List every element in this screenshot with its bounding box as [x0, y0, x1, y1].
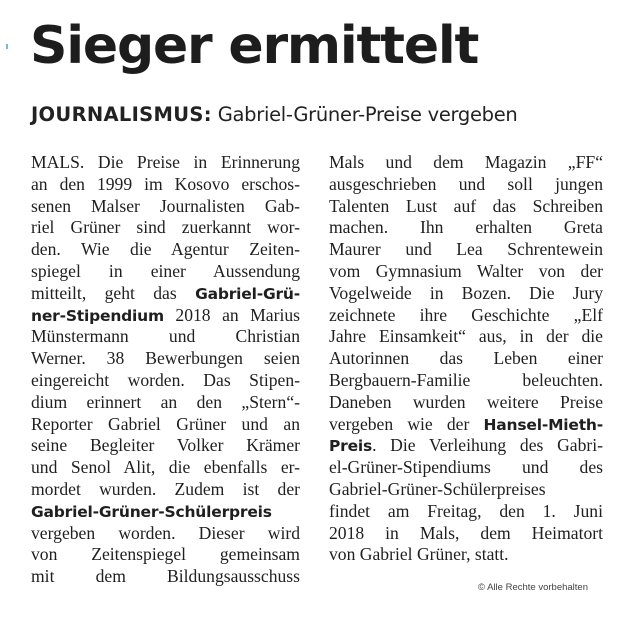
- line-text: senen Malser Journalisten Gab-: [31, 195, 300, 216]
- line-text: mit dem Bildungsausschuss: [31, 566, 300, 587]
- line-text: seine Begleiter Volker Krämer: [31, 435, 300, 456]
- line-text: Talenten Lust auf das Schreiben: [329, 195, 603, 216]
- text-line: [329, 348, 603, 370]
- text-line: [329, 261, 603, 283]
- line-text: Vogelweide in Bozen. Die Jury: [329, 282, 603, 303]
- line-text: vergeben wie der: [329, 413, 484, 434]
- text-line: [31, 152, 300, 174]
- text-line: [329, 239, 603, 261]
- text-line: [31, 457, 300, 479]
- bold-highlight: Gabriel-Grü-: [195, 284, 300, 303]
- copyright-notice: © Alle Rechte vorbehalten: [478, 582, 588, 593]
- text-line: [31, 414, 300, 436]
- bold-highlight: Hansel-Mieth-: [483, 415, 603, 434]
- text-line: [329, 326, 603, 348]
- line-text: vom Gymnasium Walter von der: [329, 260, 603, 281]
- text-line: [329, 217, 603, 239]
- line-text: MALS. Die Preise in Erinnerung: [31, 152, 300, 172]
- text-line: [31, 174, 300, 196]
- text-line: [329, 435, 603, 457]
- text-line: [31, 523, 300, 545]
- line-text: mordet wurden. Zudem ist der: [31, 478, 300, 499]
- text-line: [31, 283, 300, 305]
- text-line: [31, 392, 300, 414]
- section-kicker: JOURNALISMUS:: [31, 103, 212, 126]
- text-line: [329, 196, 603, 218]
- text-line: [31, 435, 300, 457]
- line-text: Jahre Einsamkeit“ aus, in der die: [329, 326, 603, 347]
- line-text: el-Grüner-Stipendiums und des: [329, 457, 603, 478]
- text-line: [31, 217, 300, 239]
- article-subtitle: [31, 100, 518, 130]
- text-line: [329, 479, 603, 501]
- line-text: Werner. 38 Bewerbungen seien: [31, 348, 300, 369]
- text-line: [31, 239, 300, 261]
- line-text: Daneben wurden weitere Preise: [329, 391, 603, 412]
- text-line: [329, 174, 603, 196]
- line-text: von Zeitenspiegel gemeinsam: [31, 544, 300, 565]
- line-text: machen. Ihn erhalten Greta: [329, 217, 603, 238]
- text-line: [329, 523, 603, 545]
- text-line: [329, 283, 603, 305]
- line-text: Reporter Gabriel Grüner und an: [31, 413, 300, 434]
- line-text: . Die Verleihung des Gabri-: [372, 435, 603, 456]
- text-line: [329, 370, 603, 392]
- line-text: eingereicht worden. Das Stipen-: [31, 369, 300, 390]
- line-text: Mals und dem Magazin „FF“: [329, 152, 603, 172]
- text-line: [31, 348, 300, 370]
- line-text: zeichnete ihre Geschichte „Elf: [329, 304, 603, 325]
- text-line: [31, 261, 300, 283]
- line-text: Münstermann und Christian: [31, 326, 300, 347]
- line-text: an den 1999 im Kosovo erschos-: [31, 173, 300, 194]
- line-text: den. Wie die Agentur Zeiten-: [31, 239, 300, 260]
- text-line: [329, 457, 603, 479]
- text-line: [329, 305, 603, 327]
- bold-highlight: ner-Stipendium: [31, 306, 164, 325]
- bold-highlight: Preis: [329, 437, 373, 456]
- line-text: dium erinnert an den „Stern“-: [31, 391, 300, 412]
- bold-highlight: Gabriel-Grüner-Schülerpreis: [31, 502, 272, 521]
- line-text: 2018 an Marius: [163, 304, 300, 325]
- text-line: [329, 414, 603, 436]
- line-text: von Gabriel Grüner, statt.: [329, 544, 509, 565]
- line-text: mitteilt, geht das: [31, 282, 196, 303]
- line-text: Bergbauern-Familie beleuchten.: [329, 369, 603, 390]
- text-line: [329, 544, 603, 566]
- article-headline: Sieger ermittelt: [30, 16, 479, 76]
- text-line: [31, 326, 300, 348]
- line-text: 2018 in Mals, dem Heimatort: [329, 522, 603, 543]
- line-text: Maurer und Lea Schrentewein: [329, 239, 603, 260]
- line-text: Gabriel-Grüner-Schülerpreises: [329, 478, 546, 499]
- article-column-right: [329, 152, 603, 566]
- line-text: riel Grüner sind zuerkannt wor-: [31, 217, 300, 238]
- line-text: Autorinnen das Leben einer: [329, 348, 603, 369]
- line-text: findet am Freitag, den 1. Juni: [329, 500, 603, 521]
- text-line: [31, 370, 300, 392]
- text-line: [329, 392, 603, 414]
- text-line: [329, 501, 603, 523]
- line-text: spiegel in einer Aussendung: [31, 260, 300, 281]
- text-line: [31, 479, 300, 501]
- line-text: und Senol Alit, die ebenfalls er-: [31, 457, 300, 478]
- text-line: [31, 544, 300, 566]
- text-line: [31, 196, 300, 218]
- text-line: [31, 566, 300, 588]
- text-line: [31, 305, 300, 327]
- article-column-left: [31, 152, 300, 588]
- line-text: vergeben worden. Dieser wird: [31, 522, 300, 543]
- text-line: [329, 152, 603, 174]
- line-text: ausgeschrieben und soll jungen: [329, 173, 603, 194]
- text-line: [31, 501, 300, 523]
- subtitle-text: Gabriel-Grüner-Preise vergeben: [211, 103, 518, 126]
- margin-mark: [6, 44, 8, 49]
